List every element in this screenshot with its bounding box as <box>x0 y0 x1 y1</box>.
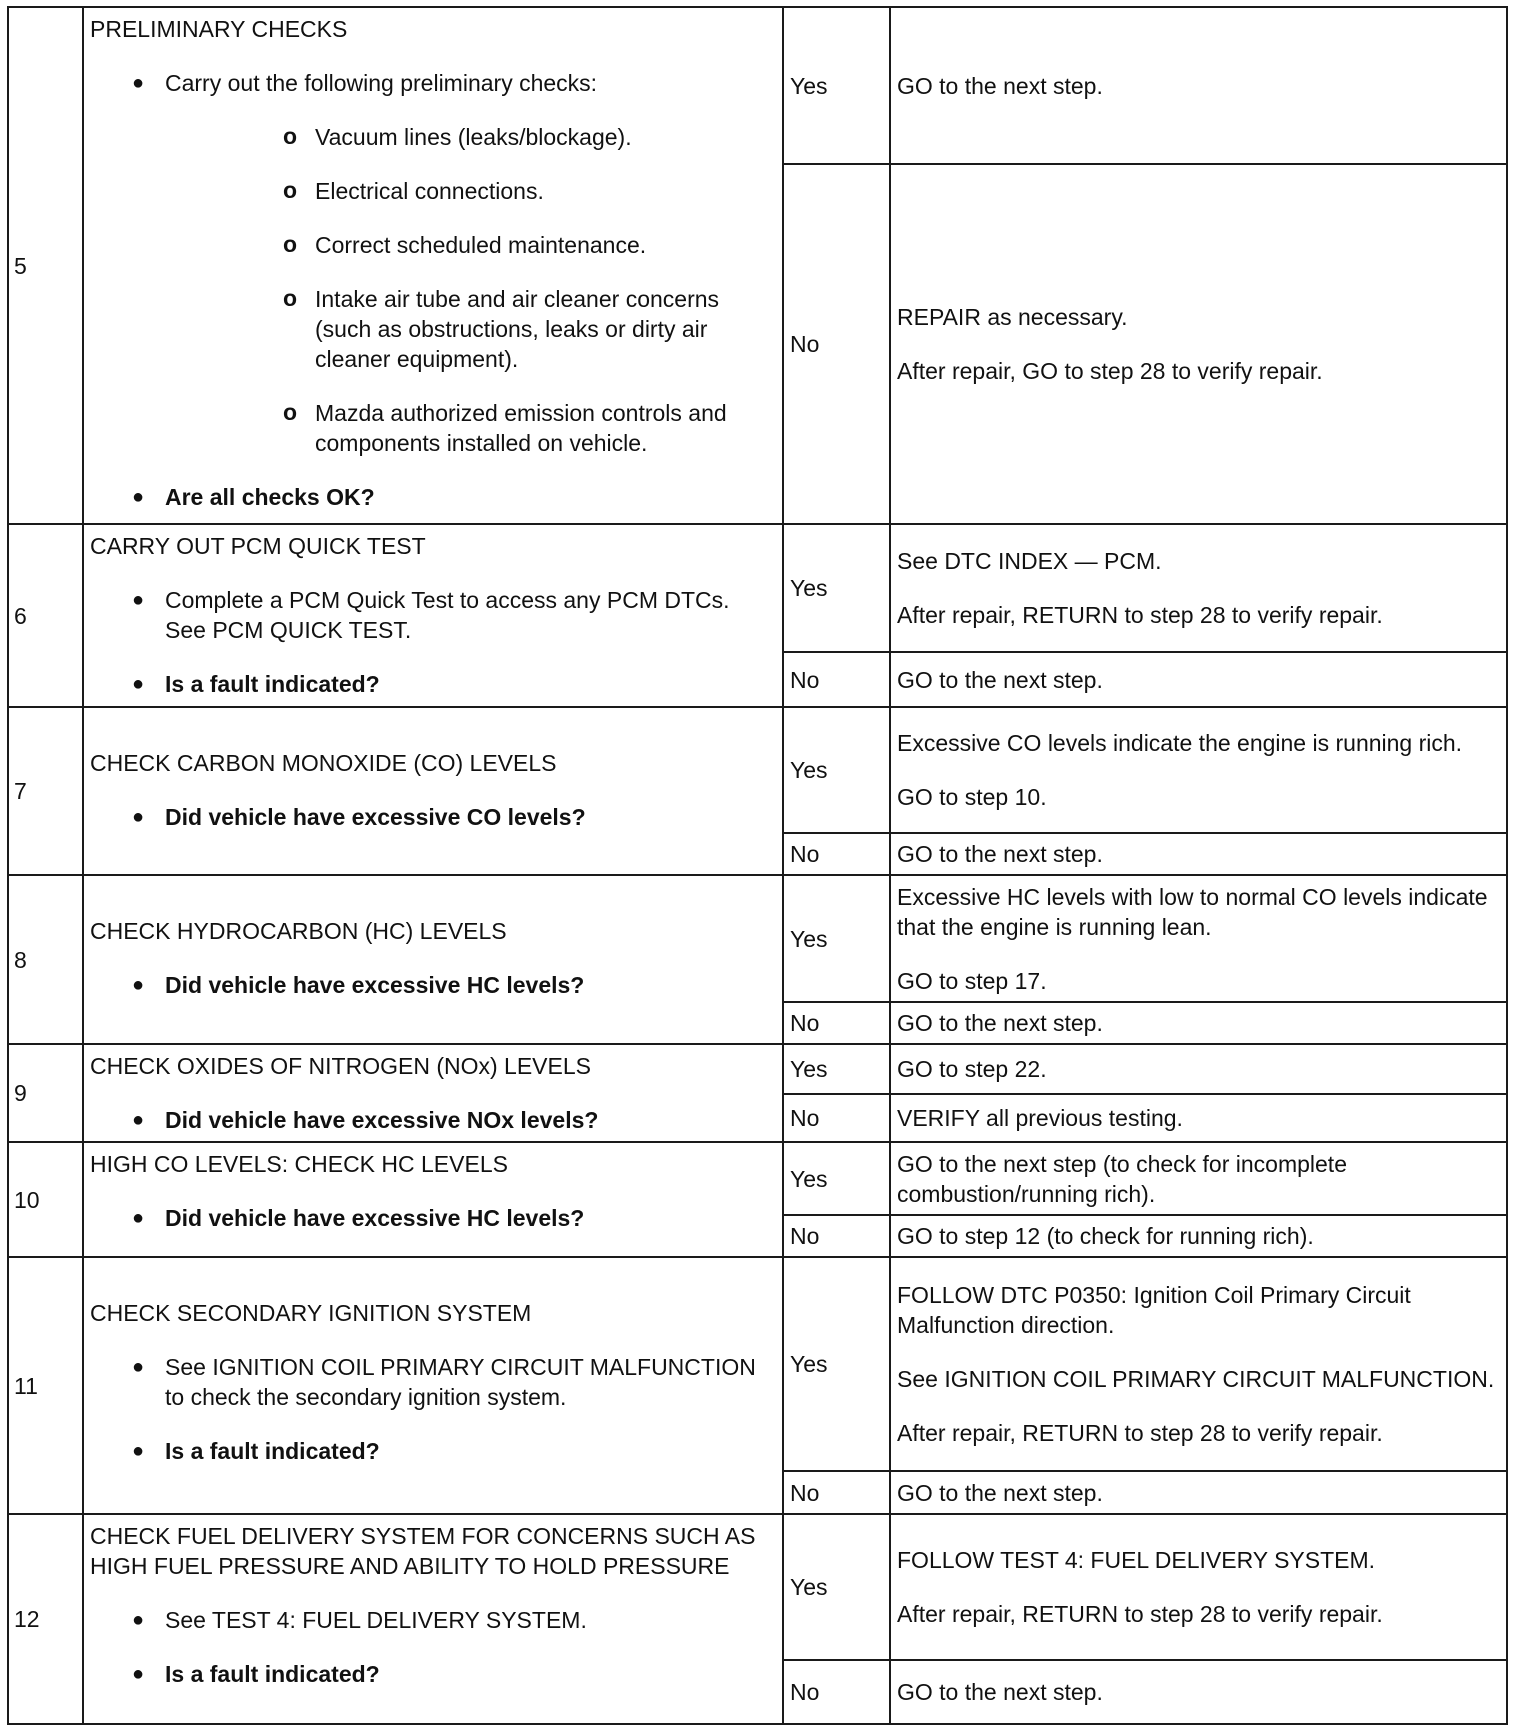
no-result <box>890 1002 1507 1044</box>
no-label: No <box>783 1094 890 1142</box>
step-title: CHECK CARBON MONOXIDE (CO) LEVELS <box>90 750 557 776</box>
step-bullets <box>90 1352 774 1466</box>
step-title: CHECK HYDROCARBON (HC) LEVELS <box>90 918 507 944</box>
diagnostic-procedure-table <box>7 6 1508 1725</box>
result-text: GO to step 12 (to check for running rich). <box>897 1223 1314 1249</box>
yes-label: Yes <box>783 1514 890 1660</box>
step-number: 7 <box>8 707 83 875</box>
step-bullets <box>90 1203 774 1233</box>
result-text: After repair, RETURN to step 28 to verify repair. <box>897 602 1383 628</box>
result-text: See IGNITION COIL PRIMARY CIRCUIT MALFUNCTION. <box>897 1366 1495 1392</box>
bullet-item: ● Complete a PCM Quick Test to access any PCM DTCs. See PCM QUICK TEST. <box>90 585 774 645</box>
result-text: Excessive HC levels with low to normal CO levels indicate that the engine is running lean. <box>897 883 1488 940</box>
no-result <box>890 164 1507 524</box>
step-number: 6 <box>8 524 83 707</box>
bullet-item: ● See IGNITION COIL PRIMARY CIRCUIT MALFUNCTION to check the secondary ignition system. <box>90 1352 774 1412</box>
no-result <box>890 1094 1507 1142</box>
result-text: GO to the next step. <box>897 666 1103 693</box>
result-text: GO to step 22. <box>897 1056 1047 1082</box>
question-item: ● Are all checks OK? <box>90 482 774 512</box>
step-action-cell <box>83 1514 783 1724</box>
no-result <box>890 1660 1507 1724</box>
yes-result <box>890 1514 1507 1660</box>
step-action-cell <box>83 1044 783 1142</box>
result-text: GO to the next step. <box>897 841 1103 867</box>
no-label: No <box>783 1002 890 1044</box>
result-text: REPAIR as necessary. <box>897 304 1128 330</box>
result-text: GO to the next step. <box>897 1679 1103 1705</box>
no-label: No <box>783 164 890 524</box>
yes-label: Yes <box>783 1044 890 1094</box>
step-number: 10 <box>8 1142 83 1257</box>
step-bullets <box>90 68 774 512</box>
bullet-item: ● See TEST 4: FUEL DELIVERY SYSTEM. <box>90 1605 774 1635</box>
yes-label: Yes <box>783 524 890 652</box>
question-item: ● Did vehicle have excessive HC levels? <box>90 970 774 1000</box>
sub-bullet-item: o Mazda authorized emission controls and components installed on vehicle. <box>165 398 774 458</box>
sub-bullet-item: o Vacuum lines (leaks/blockage). <box>165 122 774 152</box>
step-action-cell <box>83 707 783 875</box>
step-bullets <box>90 585 774 699</box>
no-result <box>890 1471 1507 1514</box>
sub-bullet-item: o Intake air tube and air cleaner concerns (such as obstructions, leaks or dirty air cleaner equipment). <box>165 284 774 374</box>
step-title: CHECK OXIDES OF NITROGEN (NOx) LEVELS <box>90 1053 591 1079</box>
bullet-text: Carry out the following preliminary checks: <box>165 70 598 96</box>
no-result <box>890 833 1507 875</box>
result-text: Excessive CO levels indicate the engine is running rich. <box>897 730 1463 756</box>
step-action-cell <box>83 7 783 524</box>
step-number: 9 <box>8 1044 83 1142</box>
question-item: ● Is a fault indicated? <box>90 1659 774 1689</box>
yes-label: Yes <box>783 875 890 1002</box>
yes-result <box>890 524 1507 652</box>
step-action-cell <box>83 1257 783 1514</box>
result-text: GO to the next step. <box>897 72 1103 99</box>
no-label: No <box>783 1660 890 1724</box>
sub-bullet-item: o Correct scheduled maintenance. <box>165 230 774 260</box>
step-title: CARRY OUT PCM QUICK TEST <box>90 533 426 559</box>
result-text: After repair, GO to step 28 to verify repair. <box>897 358 1323 384</box>
result-text: VERIFY all previous testing. <box>897 1105 1183 1131</box>
step-bullets <box>90 802 774 832</box>
no-label: No <box>783 652 890 707</box>
step-action-cell <box>83 1142 783 1257</box>
yes-label: Yes <box>783 7 890 164</box>
question-item: ● Is a fault indicated? <box>90 669 774 699</box>
no-label: No <box>783 1471 890 1514</box>
step-action-cell <box>83 524 783 707</box>
step-title: CHECK SECONDARY IGNITION SYSTEM <box>90 1300 532 1326</box>
result-text: GO to the next step (to check for incomplete combustion/running rich). <box>897 1150 1347 1207</box>
result-text: GO to the next step. <box>897 1479 1103 1506</box>
step-title: PRELIMINARY CHECKS <box>90 16 348 42</box>
question-item: ● Is a fault indicated? <box>90 1436 774 1466</box>
result-text: See DTC INDEX — PCM. <box>897 548 1162 574</box>
step-number: 12 <box>8 1514 83 1724</box>
question-item: ● Did vehicle have excessive CO levels? <box>90 802 774 832</box>
result-text: FOLLOW DTC P0350: Ignition Coil Primary Circuit Malfunction direction. <box>897 1282 1411 1338</box>
result-text: GO to the next step. <box>897 1010 1103 1036</box>
result-text: After repair, RETURN to step 28 to verify repair. <box>897 1420 1383 1446</box>
no-label: No <box>783 833 890 875</box>
sub-bullet-item: o Electrical connections. <box>165 176 774 206</box>
step-title: CHECK FUEL DELIVERY SYSTEM FOR CONCERNS SUCH AS HIGH FUEL PRESSURE AND ABILITY TO HOLD PRESSURE <box>90 1523 756 1579</box>
bullet-item <box>90 68 774 458</box>
step-bullets <box>90 1605 774 1689</box>
yes-result <box>890 707 1507 833</box>
no-result <box>890 1215 1507 1257</box>
step-bullets <box>90 970 774 1000</box>
result-text: GO to step 17. <box>897 967 1047 994</box>
result-text: After repair, RETURN to step 28 to verify repair. <box>897 1601 1383 1627</box>
yes-result <box>890 1142 1507 1215</box>
yes-label: Yes <box>783 1257 890 1471</box>
yes-label: Yes <box>783 1142 890 1215</box>
yes-result <box>890 7 1507 164</box>
step-bullets <box>90 1105 774 1135</box>
no-result <box>890 652 1507 707</box>
yes-label: Yes <box>783 707 890 833</box>
step-title: HIGH CO LEVELS: CHECK HC LEVELS <box>90 1151 508 1177</box>
yes-result <box>890 1044 1507 1094</box>
question-item: ● Did vehicle have excessive HC levels? <box>90 1203 774 1233</box>
result-text: GO to step 10. <box>897 784 1047 810</box>
step-number: 8 <box>8 875 83 1044</box>
step-number: 5 <box>8 7 83 524</box>
result-text: FOLLOW TEST 4: FUEL DELIVERY SYSTEM. <box>897 1547 1376 1573</box>
step-action-cell <box>83 875 783 1044</box>
yes-result <box>890 875 1507 1002</box>
question-item: ● Did vehicle have excessive NOx levels? <box>90 1105 774 1135</box>
no-label: No <box>783 1215 890 1257</box>
yes-result <box>890 1257 1507 1471</box>
step-number: 11 <box>8 1257 83 1514</box>
sub-bullets <box>165 122 774 458</box>
